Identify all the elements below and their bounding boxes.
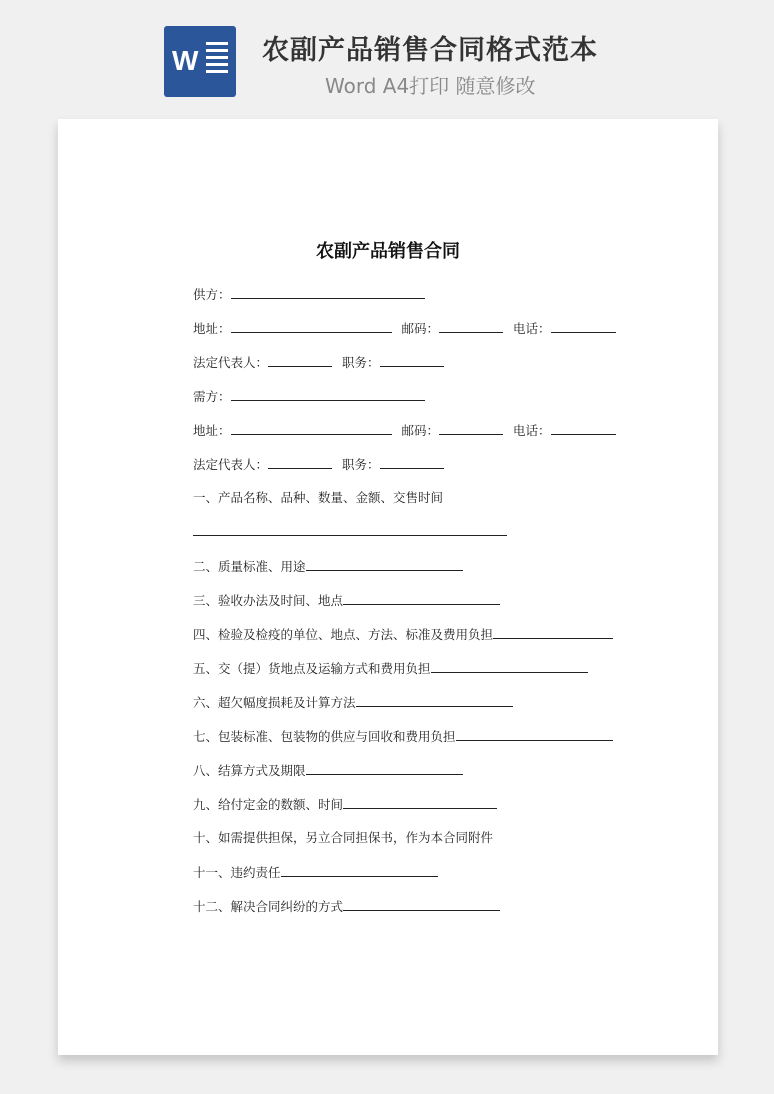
clause-text: 二、质量标准、用途 (193, 559, 306, 574)
clause-9 (193, 796, 497, 813)
clause-text: 一、产品名称、品种、数量、金额、交售时间 (193, 490, 444, 505)
legal-rep-label: 法定代表人： (193, 457, 269, 472)
clause-1 (193, 490, 443, 506)
clause-text: 三、验收办法及时间、地点 (193, 593, 344, 608)
legal-rep-blank[interactable] (268, 354, 332, 367)
position-blank[interactable] (380, 354, 444, 367)
address-blank[interactable] (231, 320, 392, 333)
phone-blank[interactable] (551, 320, 616, 333)
header-title: 农副产品销售合同格式范本 (262, 35, 598, 66)
clause-10 (193, 830, 493, 846)
clause-text: 八、结算方式及期限 (193, 763, 306, 778)
word-icon-lines (206, 42, 228, 77)
clause-blank[interactable] (306, 558, 463, 571)
buyer-label: 需方： (193, 389, 231, 404)
position-label: 职务： (342, 355, 380, 370)
clause-text: 九、给付定金的数额、时间 (193, 797, 344, 812)
supplier-blank[interactable] (231, 286, 425, 299)
postcode-blank[interactable] (439, 320, 503, 333)
clause-4 (193, 626, 613, 643)
clause-blank[interactable] (281, 864, 438, 877)
header (0, 0, 774, 118)
clause-blank[interactable] (343, 898, 500, 911)
phone-label: 电话： (513, 423, 551, 438)
postcode-label: 邮码： (401, 423, 440, 438)
clause-text: 十、如需提供担保，另立合同担保书，作为本合同附件 (193, 830, 494, 845)
clause-text: 四、检验及检疫的单位、地点、方法、标准及费用负担 (193, 627, 494, 642)
clause-1-blank-line (193, 523, 507, 540)
clause-text: 五、交（提）货地点及运输方式和费用负担 (193, 661, 431, 676)
address-label: 地址： (193, 423, 231, 438)
buyer-rep-line (193, 456, 444, 473)
clause-5 (193, 660, 588, 677)
buyer-blank[interactable] (231, 388, 425, 401)
clause-blank[interactable] (343, 796, 497, 809)
position-label: 职务： (342, 457, 380, 472)
clause-text: 十二、解决合同纠纷的方式 (193, 899, 344, 914)
legal-rep-label: 法定代表人： (193, 355, 269, 370)
phone-label: 电话： (513, 321, 551, 336)
clause-blank[interactable] (356, 694, 513, 707)
position-blank[interactable] (380, 456, 444, 469)
supplier-line (193, 286, 425, 303)
clause-blank[interactable] (431, 660, 588, 673)
header-subtitle: Word A4打印 随意修改 (325, 74, 536, 98)
supplier-label: 供方： (193, 287, 231, 302)
clause-blank[interactable] (306, 762, 463, 775)
buyer-line (193, 388, 425, 405)
document-page (58, 119, 718, 1055)
legal-rep-blank[interactable] (268, 456, 332, 469)
clause-3 (193, 592, 500, 609)
clause-7 (193, 728, 613, 745)
clause-blank[interactable] (493, 626, 613, 639)
address-blank[interactable] (231, 422, 392, 435)
postcode-label: 邮码： (401, 321, 440, 336)
word-icon-letter: W (172, 45, 199, 76)
postcode-blank[interactable] (439, 422, 503, 435)
clause-2 (193, 558, 463, 575)
phone-blank[interactable] (551, 422, 616, 435)
clause-11 (193, 864, 438, 881)
document-title: 农副产品销售合同 (316, 241, 460, 262)
clause-text: 六、超欠幅度损耗及计算方法 (193, 695, 356, 710)
supplier-rep-line (193, 354, 444, 371)
clause-blank[interactable] (343, 592, 500, 605)
clause-8 (193, 762, 463, 779)
clause-text: 七、包装标准、包装物的供应与回收和费用负担 (193, 729, 456, 744)
supplier-address-line (193, 320, 616, 337)
clause-blank[interactable] (456, 728, 613, 741)
buyer-address-line (193, 422, 616, 439)
clause-6 (193, 694, 513, 711)
address-label: 地址： (193, 321, 231, 336)
word-icon (164, 26, 236, 97)
clause-1-blank[interactable] (193, 523, 507, 536)
clause-text: 十一、违约责任 (193, 865, 281, 880)
clause-12 (193, 898, 500, 915)
